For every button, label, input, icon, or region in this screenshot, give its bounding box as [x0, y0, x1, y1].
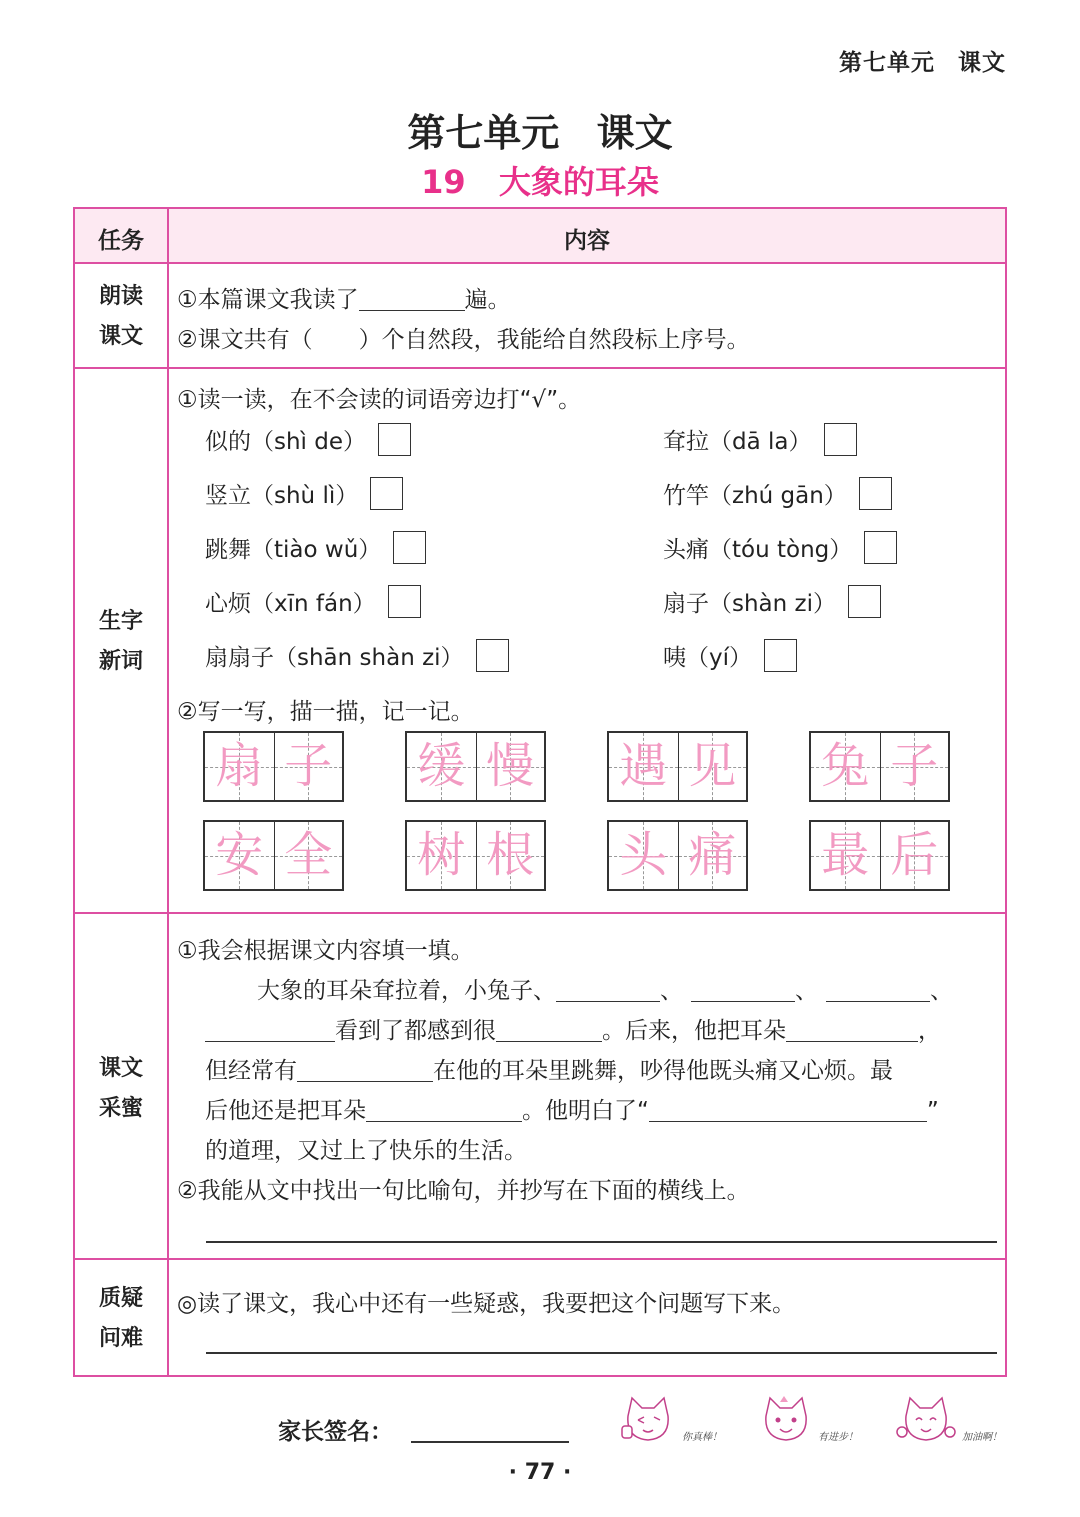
word-item: 扇子（shàn zi） [663, 585, 881, 618]
vocab-instruction-1: ①读一读，在不会读的词语旁边打“√”。 [177, 387, 582, 413]
fill-blank[interactable] [366, 1099, 522, 1122]
question-instruction: ◎读了课文，我心中还有一些疑惑，我要把这个问题写下来。 [177, 1291, 796, 1317]
word-item: 心烦（xīn fán） [205, 585, 421, 618]
check-box[interactable] [476, 639, 509, 672]
fill-blank[interactable] [826, 979, 930, 1002]
tracing-grid[interactable]: 安 全 [203, 820, 344, 891]
parent-signature-label: 家长签名： [278, 1419, 393, 1445]
word-item: 竹竿（zhú gān） [663, 477, 892, 510]
comprehension-q1: ①我会根据课文内容填一填。 [177, 938, 474, 964]
tracing-grid[interactable]: 最 后 [809, 820, 950, 891]
unit-title: 第七单元 课文 [407, 111, 673, 155]
check-box[interactable] [824, 423, 857, 456]
lesson-title: 19 大象的耳朵 [421, 163, 659, 201]
tracing-grid[interactable]: 头 痛 [607, 820, 748, 891]
running-header: 第七单元 课文 [838, 50, 1006, 76]
word-item: 竖立（shù lì） [205, 477, 403, 510]
cat-icon [896, 1392, 966, 1446]
parent-signature-line[interactable] [411, 1441, 569, 1443]
worksheet-table [73, 207, 1007, 1377]
check-box[interactable] [370, 477, 403, 510]
check-box[interactable] [393, 531, 426, 564]
cat-sticker-praise [620, 1392, 730, 1446]
fill-blank[interactable] [496, 1019, 602, 1042]
word-item: 头痛（tóu tòng） [663, 531, 897, 564]
cat-sticker-progress [758, 1392, 868, 1446]
header-content: 内容 [564, 228, 610, 254]
row-label-question: 质疑 问难 [98, 1286, 143, 1351]
fill-blank[interactable] [205, 1019, 335, 1042]
word-item: 咦（yí） [663, 639, 797, 672]
tracing-grid[interactable]: 树 根 [405, 820, 546, 891]
word-item: 跳舞（tiào wǔ） [205, 531, 426, 564]
comprehension-line-4: 后他还是把耳朵 。他明白了“ ” [205, 1098, 939, 1124]
cat-sticker-cheer [896, 1392, 1006, 1446]
fill-blank[interactable] [556, 979, 660, 1002]
check-box[interactable] [388, 585, 421, 618]
row-label-vocab: 生字 新词 [98, 609, 143, 674]
tracing-grid[interactable]: 遇 见 [607, 731, 748, 802]
sticker-text: 加油啊！ [962, 1432, 1002, 1443]
check-box[interactable] [859, 477, 892, 510]
reading-line-2: ②课文共有（ ）个自然段，我能给自然段标上序号。 [177, 327, 750, 353]
word-item: 扇扇子（shān shàn zi） [205, 639, 509, 672]
header-task: 任务 [98, 228, 144, 254]
fill-blank[interactable] [786, 1019, 918, 1042]
check-box[interactable] [378, 423, 411, 456]
word-item: 耷拉（dā la） [663, 423, 857, 456]
check-box[interactable] [764, 639, 797, 672]
tracing-grid[interactable]: 扇 子 [203, 731, 344, 802]
cat-icon [620, 1392, 690, 1446]
answer-line[interactable] [206, 1241, 997, 1243]
comprehension-line-3: 但经常有 在他的耳朵里跳舞，吵得他既头痛又心烦。最 [205, 1058, 893, 1084]
fill-blank[interactable] [297, 1059, 433, 1082]
fill-blank[interactable] [691, 979, 795, 1002]
sticker-text: 有进步！ [818, 1432, 858, 1443]
read-count-blank[interactable] [359, 288, 465, 311]
word-item: 似的（shì de） [205, 423, 411, 456]
comprehension-line-5: 的道理，又过上了快乐的生活。 [205, 1138, 527, 1164]
answer-line[interactable] [206, 1352, 997, 1354]
check-box[interactable] [864, 531, 897, 564]
fill-blank[interactable] [649, 1099, 927, 1122]
sticker-text: 你真棒！ [682, 1432, 722, 1443]
page-number: · 77 · [508, 1460, 572, 1485]
comprehension-line-1: 大象的耳朵耷拉着，小兔子、 、 、 、 [257, 978, 953, 1004]
tracing-grid[interactable]: 兔 子 [809, 731, 950, 802]
vocab-instruction-2: ②写一写，描一描，记一记。 [177, 699, 474, 725]
comprehension-q2: ②我能从文中找出一句比喻句，并抄写在下面的横线上。 [177, 1178, 750, 1204]
row-label-reading: 朗读 课文 [98, 284, 143, 349]
row-label-comprehension: 课文 采蜜 [98, 1056, 143, 1121]
reading-line-1: ①本篇课文我读了 遍。 [177, 287, 511, 313]
comprehension-line-2: 看到了都感到很 。后来，他把耳朵 ， [205, 1012, 941, 1045]
check-box[interactable] [848, 585, 881, 618]
tracing-grid[interactable]: 缓 慢 [405, 731, 546, 802]
